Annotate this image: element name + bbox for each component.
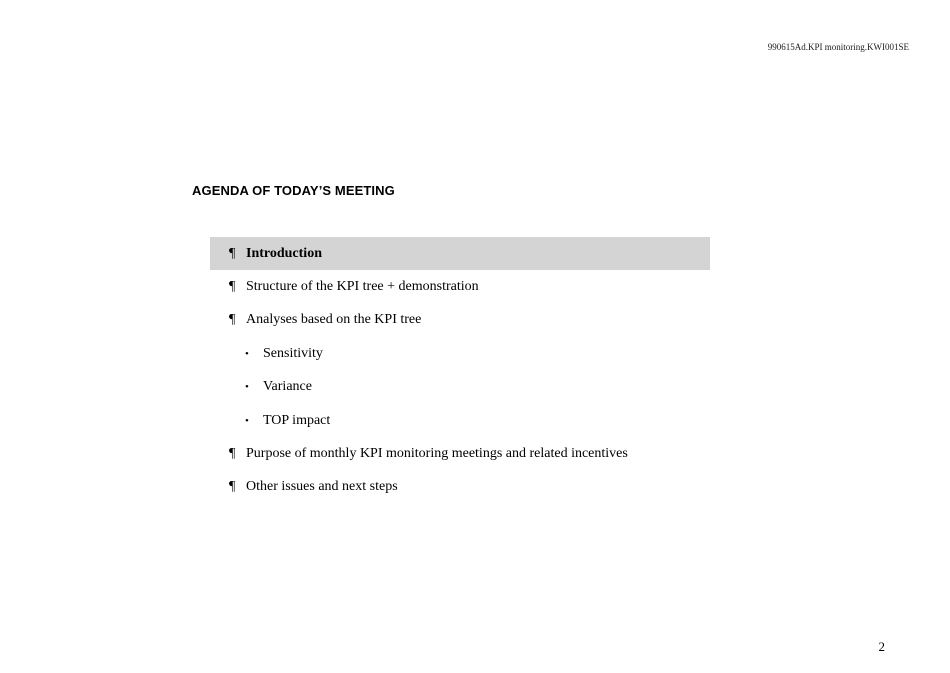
agenda-item-label: Introduction <box>246 245 322 261</box>
pilcrow-marker: ¶ <box>229 245 236 261</box>
document-reference: 990615Ad.KPI monitoring.KWI001SE <box>767 42 909 52</box>
agenda-item-introduction <box>210 237 710 270</box>
agenda-item-purpose <box>210 437 710 470</box>
agenda-item-other-issues <box>210 471 710 504</box>
agenda-subitem-sensitivity <box>210 337 710 370</box>
bullet-marker: • <box>245 414 249 427</box>
agenda-item-structure <box>210 270 710 303</box>
pilcrow-marker: ¶ <box>229 479 236 495</box>
agenda-subitem-variance <box>210 371 710 404</box>
agenda-subitem-top-impact <box>210 404 710 437</box>
bullet-marker: • <box>245 381 249 394</box>
agenda-item-label: Structure of the KPI tree + demonstration <box>246 279 479 295</box>
bullet-marker: • <box>245 347 249 360</box>
pilcrow-marker: ¶ <box>229 312 236 328</box>
agenda-subitem-label: TOP impact <box>263 412 331 428</box>
agenda-list <box>210 237 710 504</box>
pilcrow-marker: ¶ <box>229 279 236 295</box>
agenda-item-label: Other issues and next steps <box>246 479 398 495</box>
page-number: 2 <box>878 639 885 654</box>
agenda-item-label: Analyses based on the KPI tree <box>246 312 422 328</box>
page-title: AGENDA OF TODAY’S MEETING <box>192 183 395 198</box>
agenda-subitem-label: Variance <box>263 379 312 395</box>
pilcrow-marker: ¶ <box>229 446 236 462</box>
agenda-item-analyses <box>210 304 710 337</box>
agenda-item-label: Purpose of monthly KPI monitoring meetings and related incentives <box>246 446 628 462</box>
agenda-subitem-label: Sensitivity <box>263 345 323 361</box>
